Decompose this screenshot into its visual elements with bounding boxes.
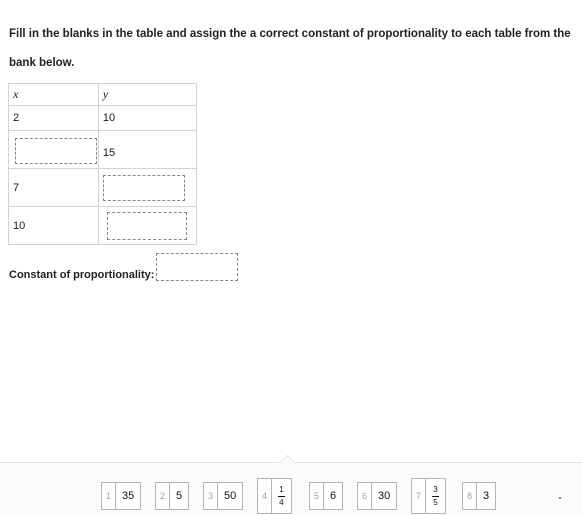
bank-tile[interactable] — [411, 478, 446, 514]
tile-index: 4 — [262, 491, 268, 501]
tile-value: 50 — [217, 483, 242, 509]
cell-x — [9, 131, 99, 169]
tile-index: 2 — [160, 491, 166, 501]
bank-tile[interactable] — [357, 482, 397, 510]
drop-zone-y-row4[interactable] — [107, 212, 187, 240]
tile-value — [271, 479, 291, 513]
fraction-numerator: 1 — [279, 484, 284, 494]
bank-tile[interactable] — [309, 482, 343, 510]
table-row — [9, 131, 197, 169]
tile-index: 7 — [416, 491, 422, 501]
tile-index: 5 — [314, 491, 320, 501]
fraction-denominator: 4 — [279, 497, 284, 507]
cell-x: 2 — [9, 106, 99, 131]
constant-label: Constant of proportionality: — [9, 269, 155, 281]
drop-zone-constant[interactable] — [156, 253, 238, 281]
tile-value: 6 — [323, 483, 342, 509]
tile-index: 1 — [106, 491, 112, 501]
tile-value: 35 — [115, 483, 140, 509]
tile-value: 3 — [476, 483, 495, 509]
bank-tile[interactable] — [462, 482, 496, 510]
table-row — [9, 106, 197, 131]
fraction-bar — [432, 496, 439, 497]
cell-y — [98, 169, 196, 207]
cell-y: 10 — [98, 106, 196, 131]
drop-zone-x-row2[interactable] — [15, 138, 97, 164]
cell-x: 7 — [9, 169, 99, 207]
fraction — [278, 485, 285, 508]
decorative-dot — [559, 497, 561, 499]
tile-value: 30 — [371, 483, 396, 509]
tile-index: 6 — [362, 491, 368, 501]
proportion-table — [8, 83, 197, 245]
drop-zone-y-row3[interactable] — [103, 175, 185, 201]
bank-pointer — [280, 455, 296, 471]
table-row — [9, 207, 197, 245]
bank-tile[interactable] — [155, 482, 189, 510]
fraction-numerator: 3 — [433, 484, 438, 494]
table-row — [9, 169, 197, 207]
cell-y — [98, 207, 196, 245]
bank-tile[interactable] — [203, 482, 243, 510]
bank-tile[interactable] — [101, 482, 141, 510]
constant-row — [9, 253, 238, 281]
bank-tile[interactable] — [257, 478, 292, 514]
header-y: y — [98, 84, 196, 106]
tile-value: 5 — [169, 483, 188, 509]
tile-index: 8 — [467, 491, 473, 501]
table-header-row — [9, 84, 197, 106]
cell-x: 10 — [9, 207, 99, 245]
fraction-bar — [278, 496, 285, 497]
fraction-denominator: 5 — [433, 497, 438, 507]
tile-value — [425, 479, 445, 513]
instructions-text: Fill in the blanks in the table and assign the a correct constant of proportionality to each table from the bank below. — [9, 28, 571, 69]
tile-index: 3 — [208, 491, 214, 501]
answer-bank — [0, 462, 582, 515]
header-x: x — [9, 84, 99, 106]
cell-y: 15 — [98, 131, 196, 169]
fraction — [432, 485, 439, 508]
